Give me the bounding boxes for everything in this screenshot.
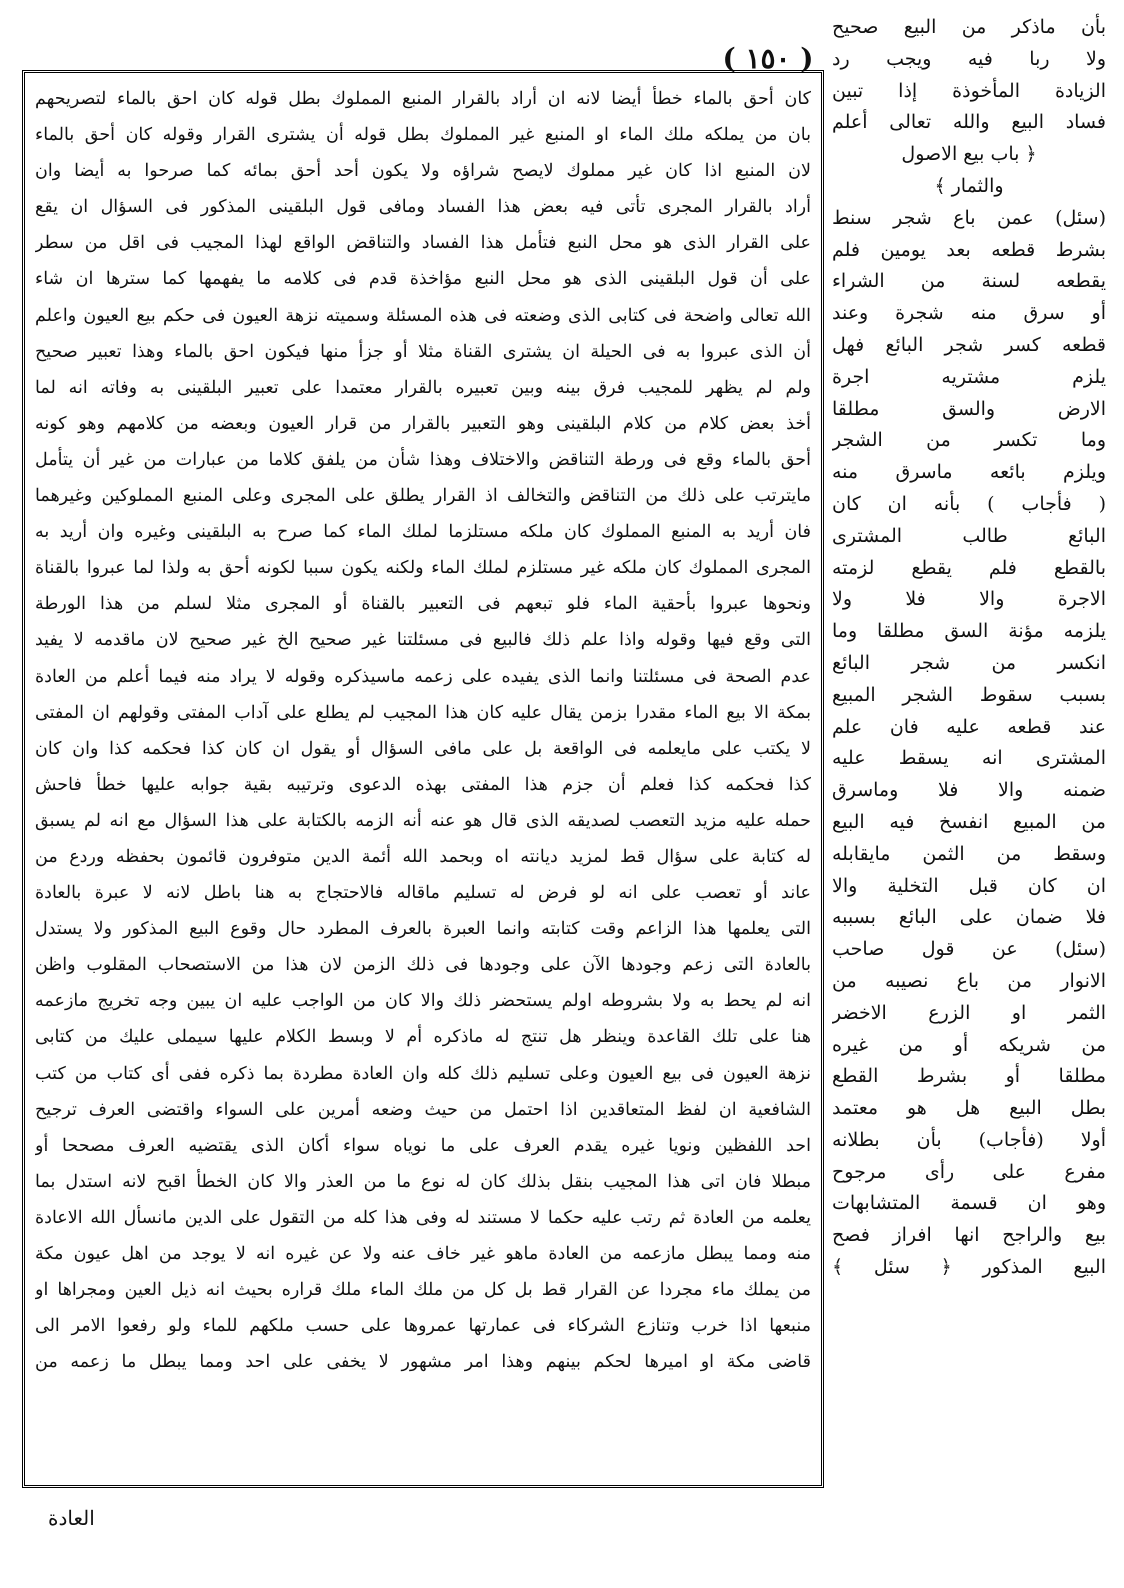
main-text-line: من يملك ماء مجردا عن القرار قط بل كل من ملك الماء ملك قراره بحيث انه ذيل العين ومجراها او: [35, 1280, 811, 1301]
margin-line: ولا ربا فيه ويجب رد: [832, 47, 1106, 70]
margin-line: بشرط قطعه بعد يومين فلم: [832, 238, 1106, 261]
main-text-line: قاضى مكة او اميرها لحكم بينهم وهذا امر مشهور لا يخفى على احد ومما يبطل ما زعمه من: [35, 1352, 811, 1373]
main-text-line: على القرار الذى هو محل النبع فتأمل هذا الفساد والتناقض الواقع لهذا المجيب فى اقل من سطر: [35, 233, 811, 254]
main-text-line: التى يعلمها هذا الزاعم وقت كتابته وانما العبرة بالعرف المطرد حال وقوع البيع المذكور ولا يستدل: [35, 919, 811, 940]
main-text-line: بان من يملكه ملك الماء او المنبع غير المملوك بطل قوله أن يشترى القرار وقوله كان أحق بالماء: [35, 125, 811, 146]
margin-line: ويلزم بائعه ماسرق منه: [832, 461, 1106, 484]
margin-line: عند قطعه عليه فان علم: [832, 715, 1106, 738]
page-number: ( ١٥٠ ): [722, 42, 814, 75]
main-text-line: مبطلا فان اتى هذا المجيب بنقل بذلك كان له نوع ما من العذر والا كان الخطأ اقبح لانه استدل بما: [35, 1171, 811, 1192]
margin-line: بطل البيع هل هو معتمد: [832, 1097, 1106, 1120]
margin-line: أو سرق منه شجرة وعند: [832, 302, 1106, 325]
margin-line: وما تكسر من الشجر: [832, 429, 1106, 452]
main-text-line: يعلمه من العادة ثم رتب عليه حكما لا مستند له وفى هذا كله من التقول على الدين مانسأل الله الاعادة: [35, 1207, 811, 1228]
main-text-line: منه ومما يبطل مازعمه من العادة ماهو غير خاف عنه ولا عن غيره انه لا يوجد من اهل عيون مكة: [35, 1244, 811, 1264]
main-text-body: [35, 81, 811, 1380]
main-text-line: ولم لم يظهر للمجيب فرق بينه وبين تعبيره بالقرار معتمدا على تعبير البلقينى به وفاته انه لما: [35, 377, 811, 398]
main-text-line: احد اللفظين ونويا غيره يقدم العرف على ما نوياه سواء أكان الذى يقتضيه العرف مصححا أو: [35, 1135, 811, 1156]
margin-line: ضمنه والا فلا وماسرق: [832, 779, 1106, 802]
main-text-line: نزهة العيون فى بيع العيون وعلى تسليم ذلك كله وان العادة مطردة بما ذكره ففى أى كتاب من كتب: [35, 1063, 811, 1084]
main-text-line: عدم الصحة فى مسئلتنا وانما الذى يفيده على زعمه ماسيذكره وقوله لا يراد منه فيما أعلم من العادة: [35, 666, 811, 687]
margin-line: والثمار ﴾: [934, 174, 1004, 197]
margin-line: (سئل) عمن باع شجر سنط: [832, 206, 1106, 229]
margin-line: بأن ماذكر من البيع صحيح: [832, 16, 1106, 38]
margin-line: بسبب سقوط الشجر المبيع: [832, 683, 1106, 706]
margin-line: مطلقا أو بشرط القطع: [832, 1065, 1106, 1088]
main-text-line: الله تعالى واضحة فى كتابى الذى وضعته فى هذه المسئلة وسميته نزهة العيون فى حكم بيع العيون واعلم: [35, 305, 811, 326]
margin-line: ان كان قبل التخلية والا: [832, 874, 1106, 897]
margin-line: الثمر او الزرع الاخضر: [832, 1001, 1106, 1024]
main-text-line: لا يكتب على مايعلمه فى الواقعة بل على مافى السؤال أو يقول ان كان كذا فحكمه كذا وان كان: [35, 738, 811, 759]
margin-line: مفرع على رأى مرجوح: [832, 1160, 1106, 1183]
catchword: العادة: [48, 1506, 95, 1530]
main-text-line: أخذ بعض كلام من كلام البلقينى وهو التعبير بالقرار من قرار العيون وبعضه من كلامهم وهو كونه: [35, 413, 811, 434]
margin-line: وسقط من الثمن مايقابله: [832, 842, 1106, 865]
main-text-line: هنا على تلك القاعدة وينظر هل تنتج له ماذكره أم لا وبسط الكلام عليها سيملى عليك من كتابى: [35, 1027, 811, 1048]
margin-line: فلا ضمان على البائع بسببه: [832, 906, 1106, 929]
margin-line: الزيادة المأخوذة إذا تبين: [832, 79, 1106, 102]
margin-line: يقطعه لسنة من الشراء: [832, 270, 1106, 293]
main-text-line: التى وقع فيها وقوله واذا علم ذلك فالبيع فى مسئلتنا غير صحيح الخ غير صحيح لان ماقدمه لا يفيد: [35, 630, 811, 651]
main-text-line: أن الذى عبروا به فى الحيلة ان يشترى القناة مثلا أو جزأ منها فيكون احق بالماء وهذا تعبير صحيح: [35, 341, 811, 362]
margin-line: بيع والراجح انها افراز فصح: [832, 1224, 1106, 1247]
main-text-line: الشافعية ان لفظ المتعاقدين اذا احتمل من حيث وضعه أمرين على السواء واقتضى العرف ترجيح: [35, 1099, 811, 1120]
main-text-line: أراد بالقرار المجرى تأتى فيه بعض هذا الفساد ومافى قول البلقينى المذكور فى السؤال ان يقع: [35, 197, 811, 218]
main-text-line: منبعها اذا خرب وتنازع الشركاء فى عمارتها عمروها على حسب ملكهم للماء ولو رفعوا الامر الى: [35, 1316, 811, 1337]
margin-line: قطعه كسر شجر البائع فهل: [832, 333, 1106, 356]
main-text-line: عاند أو تعصب على انه لو فرض له تسليم ماقاله فالاحتجاج به هنا باطل لانه لا عبرة بالعادة: [35, 883, 811, 904]
main-text-line: بالعادة التى زعم وجودها الآن على وجودها فى ذلك الزمن لان هذا من الاستصحاب المقلوب واظن: [35, 955, 811, 976]
margin-line: الاجرة والا فلا ولا: [832, 588, 1106, 611]
margin-line: أولا (فأجاب) بأن بطلانه: [832, 1128, 1106, 1151]
margin-commentary: [832, 12, 1106, 1284]
margin-line: ﴿ باب بيع الاصول: [901, 143, 1037, 166]
margin-line: البائع طالب المشترى: [832, 524, 1106, 547]
main-text-line: كذا فحكمه كذا فعلم أن جزم هذا المفتى بهذه الدعوى وترتيبه بقية جوابه عليها خطأ فاحش: [35, 774, 811, 795]
main-text-line: ونحوها عبروا بأحقية الماء فلو تبعهم فى التعبير بالقناة أو المجرى مثلا لسلم من هذا الورطة: [35, 594, 811, 615]
main-text-line: على أن قول البلقينى الذى هو محل النبع مؤاخذة قدم فى كلامه ما يفهمها كما سترها ان شاء: [35, 269, 811, 290]
main-text-line: أحق بالماء وقع فى ورطة التناقض والاختلاف وهذا شأن من يلفق كلاما من عبارات من غير أن يتأمل: [35, 449, 811, 470]
margin-line: من شريكه أو من غيره: [832, 1033, 1106, 1056]
margin-line: المشترى انه يسقط عليه: [832, 747, 1106, 770]
margin-line: وهو ان قسمة المتشابهات: [832, 1192, 1106, 1215]
main-text-line: المجرى المملوك كان ملكه غير مستلزم لملك الماء ولكنه يكون سببا لكونه أحق به ولذا لما عبروا بالقناة: [35, 558, 811, 579]
margin-line: من المبيع انفسخ فيه البيع: [832, 810, 1106, 833]
margin-line: البيع المذكور ﴿ سئل ﴾: [832, 1256, 1106, 1279]
main-text-line: مايترتب على ذلك من التناقض والتخالف اذ القرار يطلق على المجرى وعلى المنبع المملوكين وغيرهما: [35, 486, 811, 507]
main-text-line: حمله عليه مزيد التعصب لصديقه الذى قال هو عنه أنه الزمه بالكتابة على هذا السؤال مع انه لم يسبق: [35, 810, 811, 831]
margin-line: (سئل) عن قول صاحب: [832, 938, 1106, 961]
main-text-line: له كتابة على سؤال قط لمزيد ديانته اه وبحمد الله أئمة الدين متوفرون قائمون بحفظه وردع من: [35, 846, 811, 867]
margin-line: بالقطع فلم يقطع لزمته: [832, 556, 1106, 579]
margin-line: يلزم مشتريه اجرة: [832, 365, 1106, 388]
main-text-line: فان أريد به المنبع المملوك كان ملكه مستلزما لملك الماء كما صرح به البلقينى وغيره وان أريد به: [35, 522, 811, 543]
main-text-line: لان المنبع اذا كان غير مملوك لايصح شراؤه ولا يكون أحد أحق بمائه كما صرحوا به أيضا وان: [35, 161, 811, 182]
margin-line: الارض والسق مطلقا: [832, 397, 1106, 420]
margin-line: فساد البيع والله تعالى أعلم: [832, 111, 1106, 134]
main-text-line: كان أحق بالماء خطأ أيضا لانه ان أراد بالقرار المنبع المملوك بطل قوله كان احق بالماء لتصريحهم: [35, 89, 811, 109]
margin-line: انكسر من شجر البائع: [832, 651, 1106, 674]
margin-line: الانوار من باع نصيبه من: [832, 969, 1106, 992]
margin-line: ( فأجاب ) بأنه ان كان: [832, 492, 1106, 515]
main-text-frame: [22, 70, 824, 1488]
main-text-line: بمكة الا بيع الماء مقدرا بزمن يقال عليه كان هذا المجيب لم يطلع على آداب المفتى وقولهم ان المفتى: [35, 702, 811, 723]
main-text-line: انه لم يحط به ولا بشروطه اولم يستحضر ذلك والا كان من الواجب عليه ان يبين وجه تخريج مازعمه: [35, 991, 811, 1012]
margin-line: يلزمه مؤنة السق مطلقا وما: [832, 620, 1106, 643]
